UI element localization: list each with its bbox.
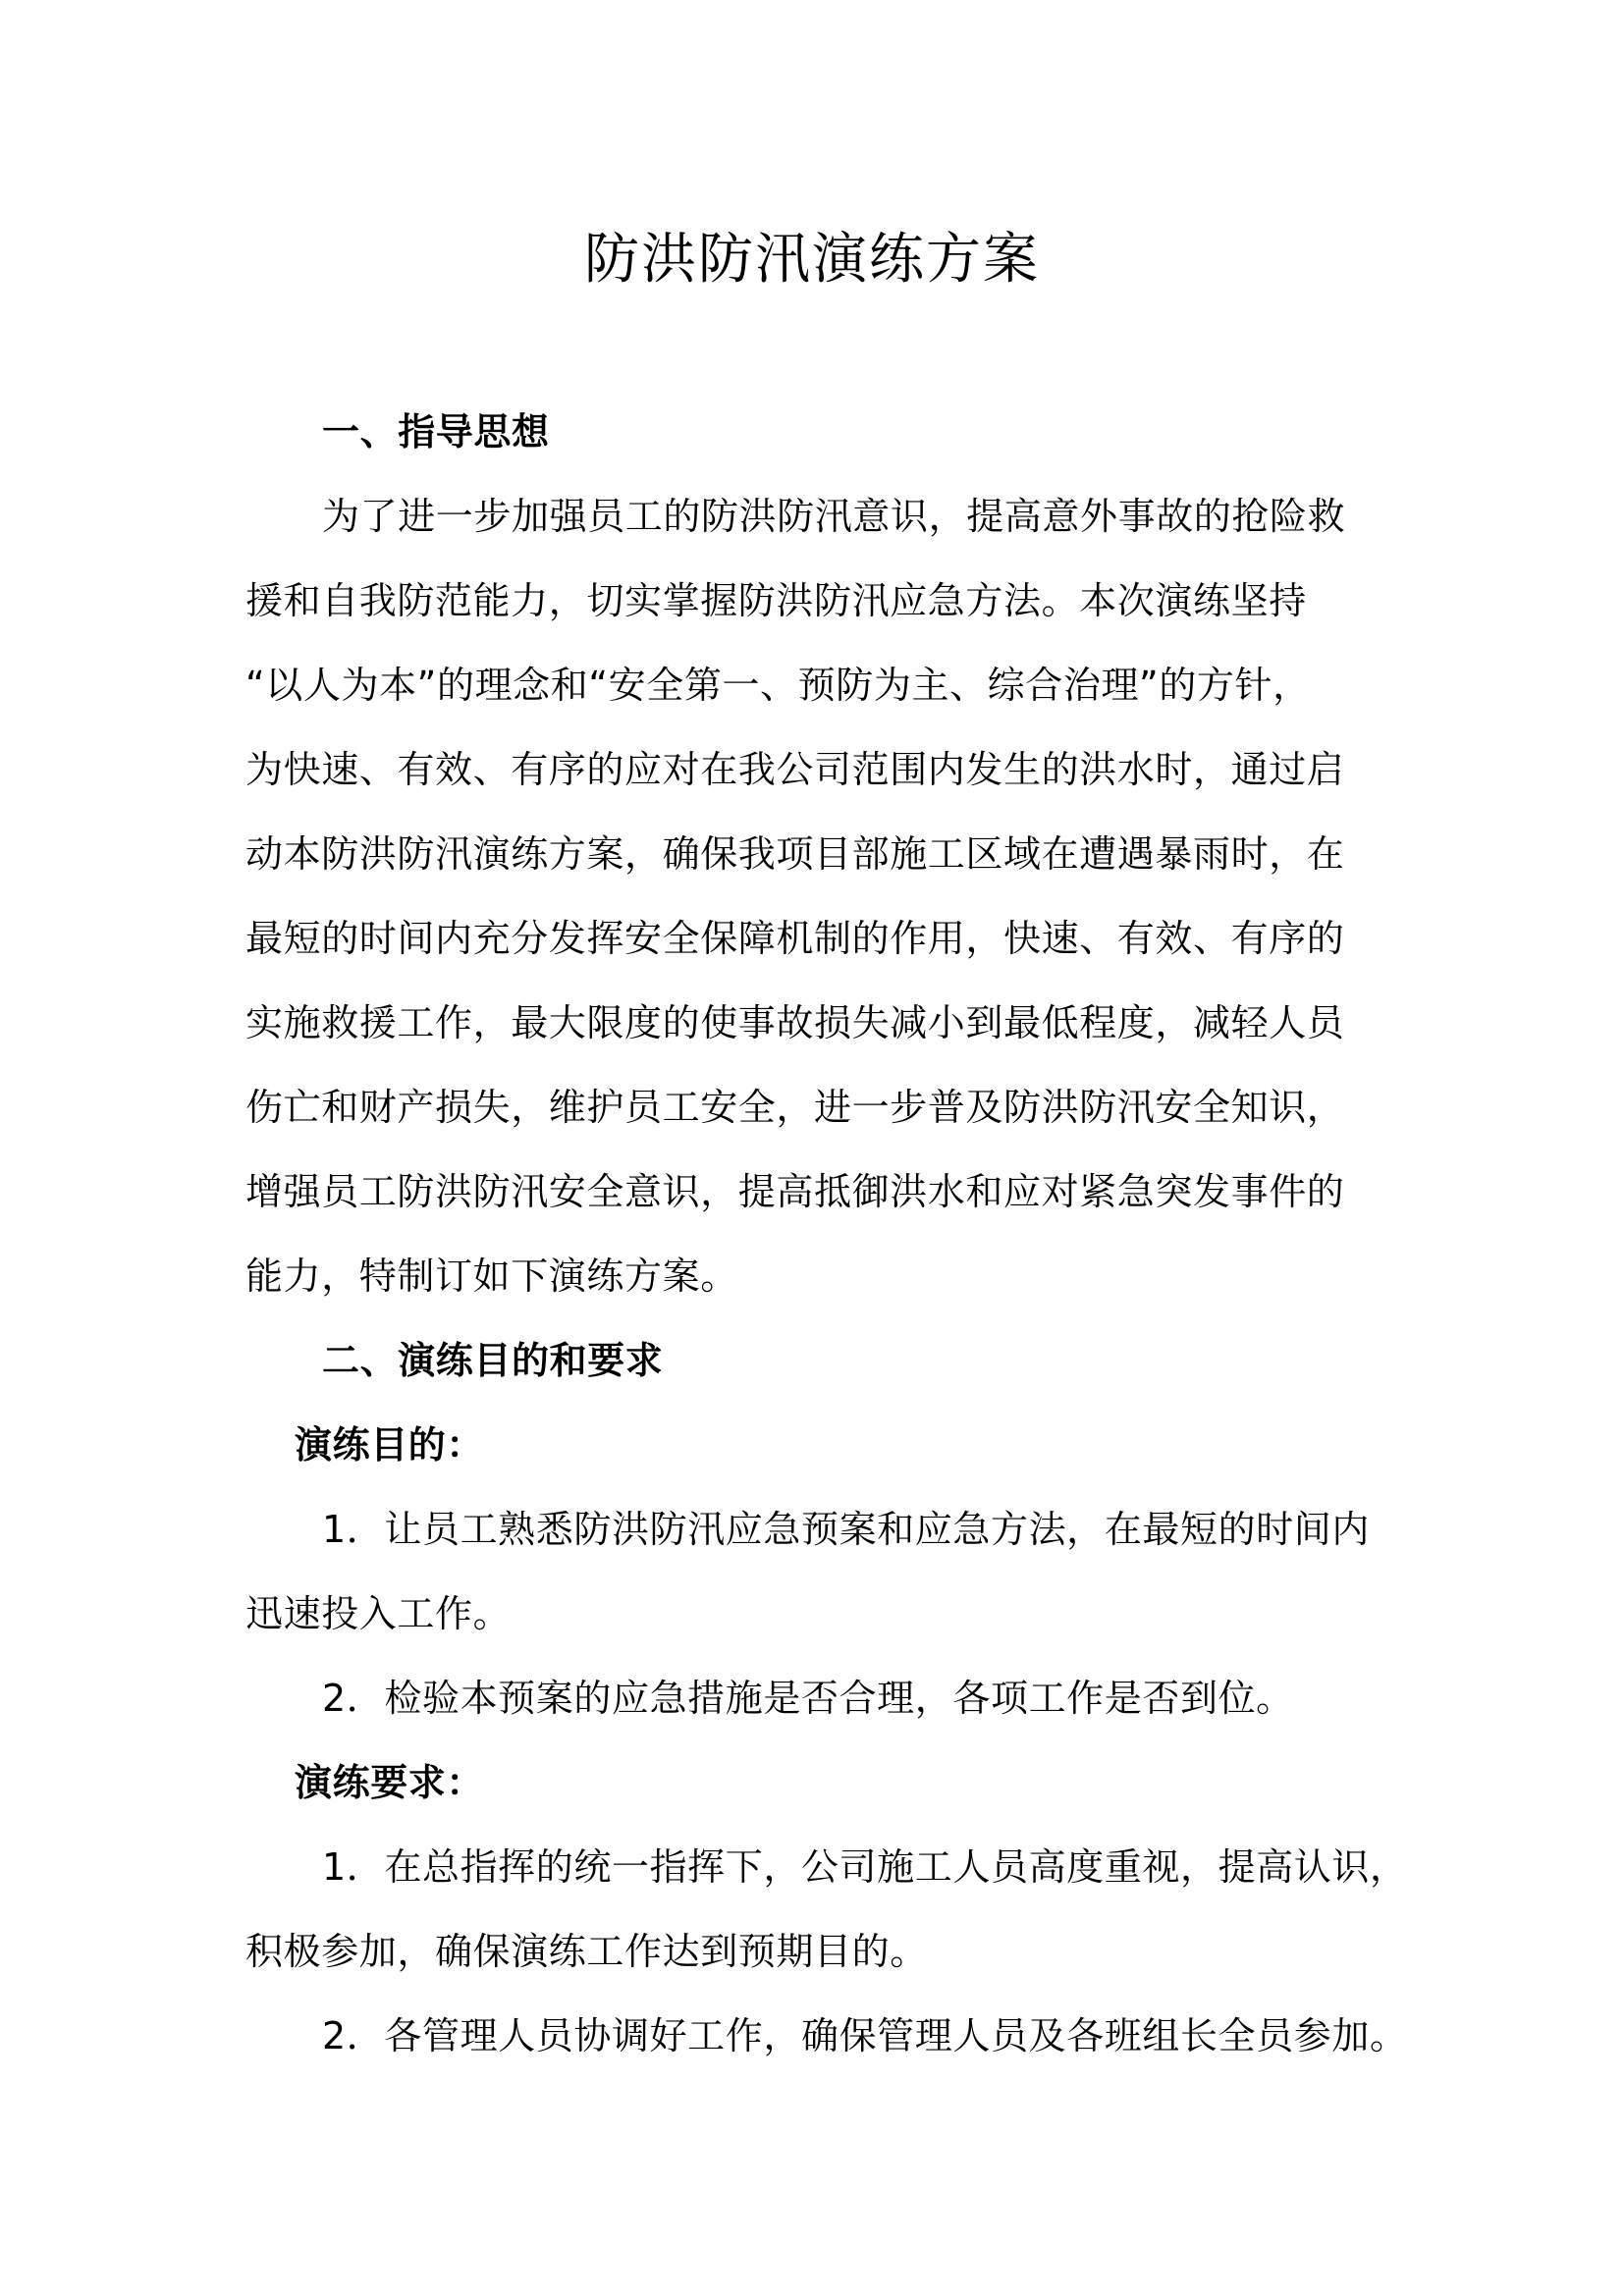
paragraph-line: 援和自我防范能力，切实掌握防洪防汛应急方法。本次演练坚持 bbox=[245, 579, 1307, 622]
paragraph-line: “以人为本”的理念和“安全第一、预防为主、综合治理”的方针， bbox=[245, 664, 1311, 707]
paragraph-line: 能力，特制订如下演练方案。 bbox=[245, 1255, 738, 1298]
subheading-drill-purpose: 演练目的： bbox=[295, 1423, 485, 1467]
paragraph-line: 动本防洪防汛演练方案，确保我项目部施工区域在遭遇暴雨时，在 bbox=[245, 832, 1345, 876]
list-item: 2．检验本预案的应急措施是否合理，各项工作是否到位。 bbox=[322, 1677, 1294, 1720]
section-heading-guiding-ideology: 一、指导思想 bbox=[322, 410, 550, 454]
section-heading-drill-purpose-requirements: 二、演练目的和要求 bbox=[322, 1339, 664, 1382]
paragraph-line: 为快速、有效、有序的应对在我公司范围内发生的洪水时，通过启 bbox=[245, 748, 1345, 791]
document-title: 防洪防汛演练方案 bbox=[584, 228, 1040, 292]
list-item: 2．各管理人员协调好工作，确保管理人员及各班组长全员参加。 bbox=[322, 2014, 1408, 2057]
subheading-drill-requirements: 演练要求： bbox=[295, 1761, 485, 1804]
paragraph-line: 为了进一步加强员工的防洪防汛意识，提高意外事故的抢险救 bbox=[322, 495, 1346, 538]
list-item: 1．让员工熟悉防洪防汛应急预案和应急方法，在最短的时间内 bbox=[322, 1508, 1370, 1551]
paragraph-line: 伤亡和财产损失，维护员工安全，进一步普及防洪防汛安全知识， bbox=[245, 1086, 1345, 1129]
list-item-continuation: 积极参加，确保演练工作达到预期目的。 bbox=[245, 1930, 928, 1973]
paragraph-line: 最短的时间内充分发挥安全保障机制的作用，快速、有效、有序的 bbox=[245, 917, 1345, 960]
list-item-continuation: 迅速投入工作。 bbox=[245, 1592, 512, 1635]
list-item: 1．在总指挥的统一指挥下，公司施工人员高度重视，提高认识， bbox=[322, 1845, 1408, 1889]
paragraph-line: 增强员工防洪防汛安全意识，提高抵御洪水和应对紧急突发事件的 bbox=[245, 1170, 1345, 1213]
paragraph-line: 实施救援工作，最大限度的使事故损失减小到最低程度，减轻人员 bbox=[245, 1001, 1345, 1044]
